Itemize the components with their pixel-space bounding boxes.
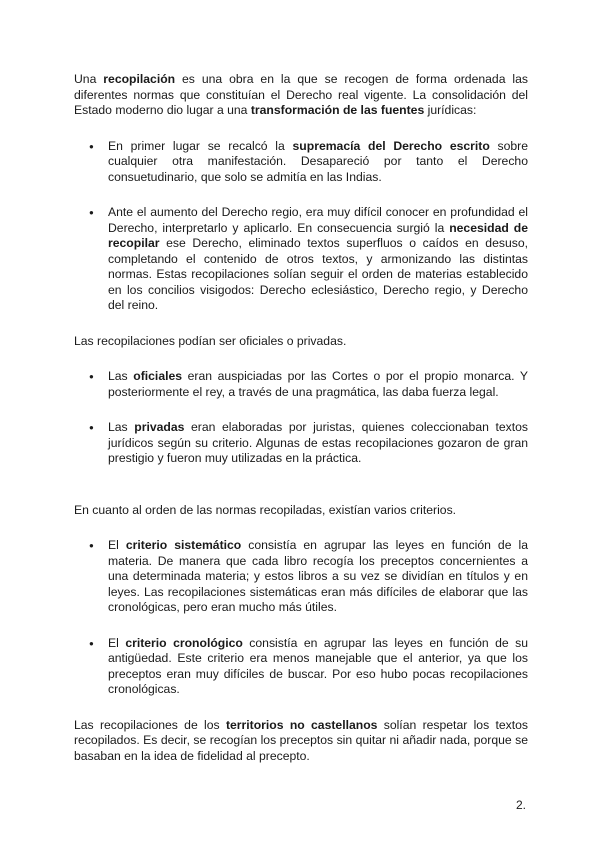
item-bold: criterio cronológico bbox=[125, 635, 243, 650]
para-bold: territorios no castellanos bbox=[225, 717, 378, 732]
intro-bold-recopilacion: recopilación bbox=[103, 72, 176, 86]
list-item bbox=[74, 139, 528, 186]
tipos-list bbox=[74, 369, 528, 467]
list-item bbox=[74, 420, 528, 467]
intro-text-1: Una bbox=[74, 72, 104, 86]
page-number: 2. bbox=[516, 798, 527, 812]
list-item bbox=[74, 205, 528, 314]
intro-bold-transformacion: transformación de las fuentes bbox=[250, 103, 425, 117]
intro-text-2: es una obra en la que se recogen de forma ordenada las diferentes normas que constituían el Derecho real vigente. La consolidación del Estado moderno dio lugar a una bbox=[74, 72, 528, 117]
intro-paragraph bbox=[74, 72, 528, 119]
para-text: solían respetar los textos recopilados. Es decir, se recogían los preceptos sin quitar ni añadir nada, porque se basaban en la idea de fidelidad al precepto. bbox=[74, 717, 528, 763]
criterios-paragraph: En cuanto al orden de las normas recopiladas, existían varios criterios. bbox=[74, 502, 457, 517]
item-text: El bbox=[108, 635, 126, 650]
item-bold: criterio sistemático bbox=[125, 538, 242, 552]
item-bold: supremacía del Derecho escrito bbox=[292, 138, 490, 153]
item-text: eran auspiciadas por las Cortes o por el propio monarca. Y posteriormente el rey, a través de una pragmática, las daba fuerza legal. bbox=[108, 369, 528, 399]
item-text: En primer lugar se recalcó la bbox=[108, 138, 293, 153]
item-text: consistía en agrupar las leyes en función de la materia. De manera que cada libro recogía los preceptos concernientes a una determinada materia; y estos libros a su vez se dividían en títulos y en leyes. Las recopilaciones sistemáticas eran más difíciles de elaborar que las cronológicas, pero eran mucho más útiles. bbox=[108, 538, 528, 614]
item-text: Las bbox=[108, 369, 134, 383]
item-text: consistía en agrupar las leyes en función de su antigüedad. Este criterio era menos manejable que el anterior, ya que los preceptos eran muy difíciles de buscar. Por eso hubo pocas recopilaciones cronológicas. bbox=[108, 635, 528, 696]
item-text: eran elaboradas por juristas, quienes coleccionaban textos jurídicos según su criterio. Algunas de estas recopilaciones gozaron de gran prestigio y fueron muy utilizadas en la práctica. bbox=[108, 420, 528, 465]
item-bold: privadas bbox=[134, 420, 185, 434]
item-text: El bbox=[108, 538, 126, 552]
intro-text-3: jurídicas: bbox=[424, 103, 477, 117]
item-text: ese Derecho, eliminado textos superfluos o caídos en desuso, completando el contenido de otros textos, y armonizando las distintas normas. Estas recopilaciones solían seguir el orden de materias establecido en los concilios visigodos: Derecho eclesiástico, Derecho regio, y Derecho del reino. bbox=[108, 236, 528, 312]
para-text: Las recopilaciones de los bbox=[74, 717, 226, 732]
oficiales-privadas-paragraph: Las recopilaciones podían ser oficiales o privadas. bbox=[74, 333, 347, 348]
item-text: Las bbox=[108, 420, 135, 434]
item-bold: oficiales bbox=[133, 369, 183, 383]
criterios-list bbox=[74, 538, 528, 698]
item-bold: necesidad de recopilar bbox=[108, 220, 528, 250]
list-item bbox=[74, 636, 528, 698]
item-text: sobre cualquier otra manifestación. Desapareció por tanto el Derecho consuetudinario, que solo se admitía en las Indias. bbox=[108, 138, 529, 184]
territorios-paragraph bbox=[74, 718, 528, 765]
list-item bbox=[74, 369, 528, 400]
item-text: Ante el aumento del Derecho regio, era muy difícil conocer en profundidad el Derecho, interpretarlo y aplicarlo. En consecuencia surgió la bbox=[108, 205, 528, 235]
list-item bbox=[74, 538, 528, 616]
fuentes-list bbox=[74, 139, 528, 314]
document-page bbox=[74, 72, 528, 764]
